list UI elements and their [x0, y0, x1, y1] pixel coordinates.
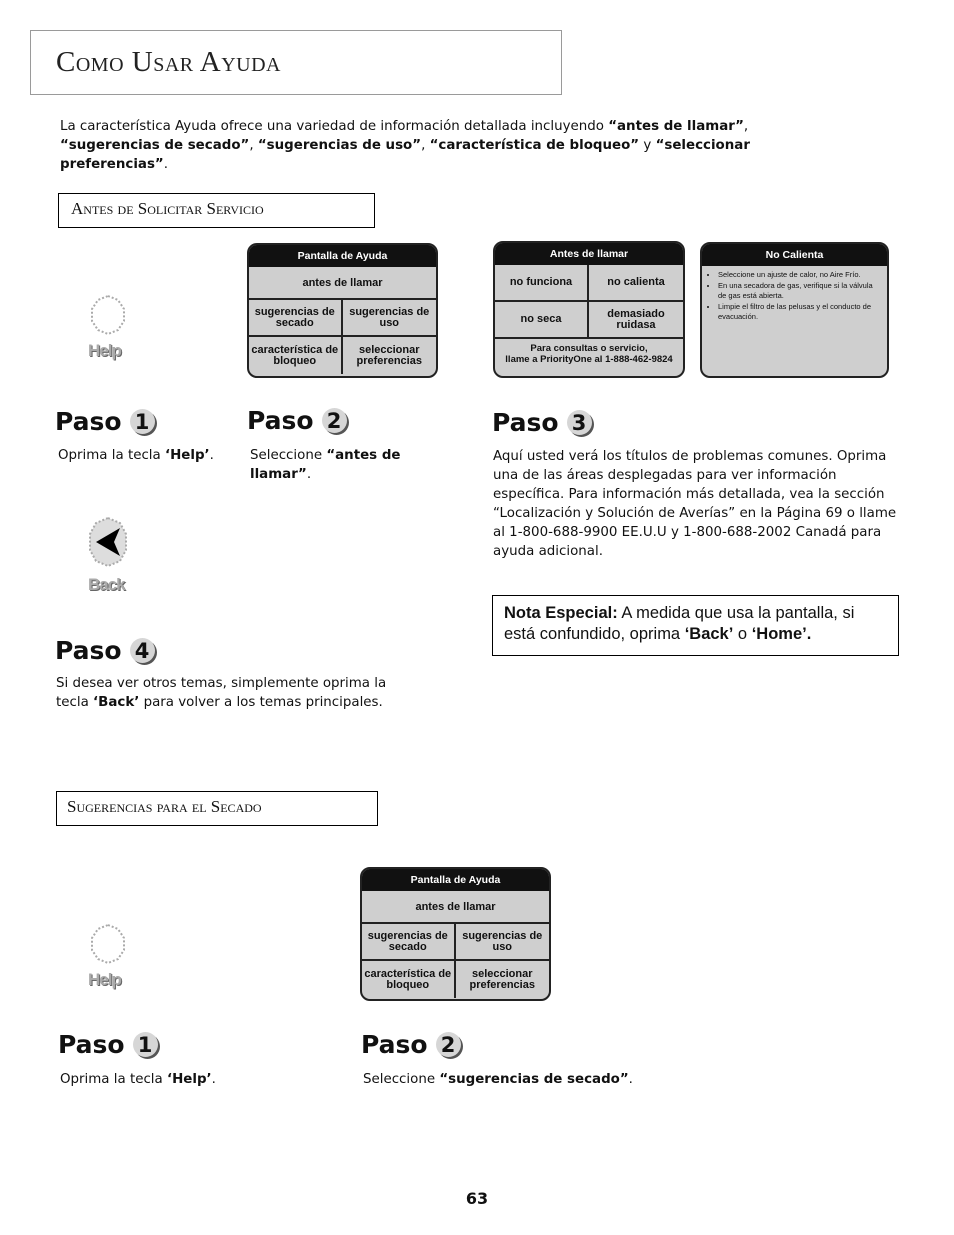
screen-bullet-list [702, 266, 887, 323]
paso-4-text [56, 674, 416, 712]
note-label: Nota Especial: [504, 604, 618, 622]
screen-header: Pantalla de Ayuda [249, 245, 436, 267]
screen-option-antes-de-llamar[interactable]: antes de llamar [249, 267, 436, 300]
step-text: Si desea ver otros temas, simplemente oprima la tecla [56, 676, 387, 710]
help-key[interactable] [80, 922, 140, 990]
step-key: ‘Help’ [165, 448, 210, 463]
screen-option-seleccionar-preferencias[interactable]: seleccionar preferencias [356, 343, 422, 367]
screen-option-sugerencias-secado[interactable]: sugerencias de secado [249, 300, 343, 337]
help-key-label: Help [88, 970, 121, 989]
screen-option-seleccionar-preferencias[interactable]: seleccionar preferencias [469, 967, 535, 991]
back-key-label: Back [88, 575, 125, 594]
antes-de-llamar-screen [493, 241, 685, 378]
intro-text: , [743, 119, 749, 134]
paso-2-text [250, 446, 415, 484]
step-text: Seleccione [363, 1072, 440, 1087]
help-screen [360, 867, 551, 1001]
paso-3-heading [492, 408, 592, 437]
screen-option-caracteristica-bloqueo[interactable]: característica de bloqueo [362, 961, 456, 998]
intro-term: “sugerencias de uso” [257, 138, 422, 153]
step-text: para volver a los temas principales. [139, 695, 383, 710]
step-text: . [209, 448, 214, 463]
help-screen [247, 243, 438, 378]
page-title: Como Usar Ayuda [56, 46, 281, 78]
help-key[interactable] [80, 293, 140, 361]
screen-bullet: • Seleccione un ajuste de calor, no Aire Frío. [718, 270, 881, 281]
intro-text: , [249, 138, 258, 153]
screen-footer [495, 339, 683, 365]
paso-number: 2 [436, 1032, 461, 1057]
help-icon [80, 293, 136, 343]
paso-1-heading [58, 1030, 158, 1059]
screen-header: Pantalla de Ayuda [362, 869, 549, 891]
step-text: . [628, 1072, 633, 1087]
screen-bullet: • Limpie el filtro de las pelusas y el conducto de evacuación. [718, 302, 881, 323]
step-text: Seleccione [250, 448, 327, 463]
paso-2-heading [247, 406, 347, 435]
help-key-label: Help [88, 341, 121, 360]
note-key: ‘Home’. [751, 625, 812, 643]
paso-label: Paso [55, 636, 122, 665]
screen-option-sugerencias-uso[interactable]: sugerencias de uso [343, 300, 437, 337]
special-note [492, 595, 899, 656]
paso-label: Paso [361, 1030, 428, 1059]
paso-1-text [58, 446, 233, 465]
step-key: ‘Help’ [167, 1072, 212, 1087]
note-text: o [733, 625, 752, 643]
page-number: 63 [465, 1189, 489, 1208]
paso-4-heading [55, 636, 155, 665]
paso-label: Paso [247, 406, 314, 435]
paso-number: 2 [322, 408, 347, 433]
paso-1-heading [55, 407, 155, 436]
screen-footer-line: llame a PriorityOne al 1-888-462-9824 [505, 354, 673, 365]
screen-option-caracteristica-bloqueo[interactable]: característica de bloqueo [249, 337, 343, 374]
paso-label: Paso [58, 1030, 125, 1059]
step-text: . [306, 467, 312, 482]
screen-option-sugerencias-secado[interactable]: sugerencias de secado [362, 924, 456, 961]
paso-2-heading [361, 1030, 461, 1059]
section-heading: Sugerencias para el Secado [67, 797, 262, 816]
step-key: ‘Back’ [93, 695, 140, 710]
screen-bullet: • En una secadora de gas, verifique si la válvula de gas está abierta. [718, 281, 881, 302]
help-icon [80, 922, 136, 972]
paso-2-text [363, 1070, 683, 1089]
intro-term: “seleccionar preferencias” [60, 138, 750, 172]
step-text: . [211, 1072, 216, 1087]
section-heading: Antes de Solicitar Servicio [71, 199, 264, 218]
step-option: “sugerencias de secado” [439, 1072, 629, 1087]
step-option: “antes de llamar” [250, 448, 401, 482]
intro-text: . [163, 157, 168, 172]
intro-text: La característica Ayuda ofrece una variedad de información detallada incluyendo [60, 119, 609, 134]
intro-paragraph [60, 117, 840, 174]
intro-text: , [421, 138, 430, 153]
back-key[interactable] [80, 516, 140, 595]
intro-term: “antes de llamar” [608, 119, 744, 134]
screen-option-no-funciona[interactable]: no funciona [495, 265, 589, 302]
paso-1-text [60, 1070, 260, 1089]
screen-header: No Calienta [702, 244, 887, 266]
screen-option-demasiado-ruidasa[interactable]: demasiado ruidasa [589, 302, 683, 339]
step-text: Oprima la tecla [60, 1072, 167, 1087]
intro-term: “sugerencias de secado” [60, 138, 250, 153]
paso-number: 1 [130, 409, 155, 434]
screen-option-no-seca[interactable]: no seca [495, 302, 589, 339]
note-text: A medida que usa la pantalla, si está confundido, oprima [504, 604, 855, 643]
screen-header: Antes de llamar [495, 243, 683, 265]
intro-term: “característica de bloqueo” [429, 138, 640, 153]
step-text: Oprima la tecla [58, 448, 165, 463]
screen-option-no-calienta[interactable]: no calienta [589, 265, 683, 302]
paso-label: Paso [55, 407, 122, 436]
paso-number: 1 [133, 1032, 158, 1057]
paso-number: 4 [130, 638, 155, 663]
screen-option-antes-de-llamar[interactable]: antes de llamar [362, 891, 549, 924]
note-key: ‘Back’ [684, 625, 734, 643]
paso-number: 3 [567, 410, 592, 435]
back-arrow-icon [80, 516, 136, 574]
paso-label: Paso [492, 408, 559, 437]
paso-3-text: Aquí usted verá los títulos de problemas comunes. Oprima una de las áreas desplegadas para ver información específica. Para información más detallada, vea la sección “Localización y Solución de Averías” en la Página 69 o llame al 1-800-688-9900 EE.U.U y 1-800-688-2002 Canadá para ayuda adicional. [493, 449, 897, 559]
screen-footer-line: Para consultas o servicio, [530, 343, 648, 354]
screen-option-sugerencias-uso[interactable]: sugerencias de uso [456, 924, 550, 961]
no-calienta-screen [700, 242, 889, 378]
intro-text: y [639, 138, 656, 153]
